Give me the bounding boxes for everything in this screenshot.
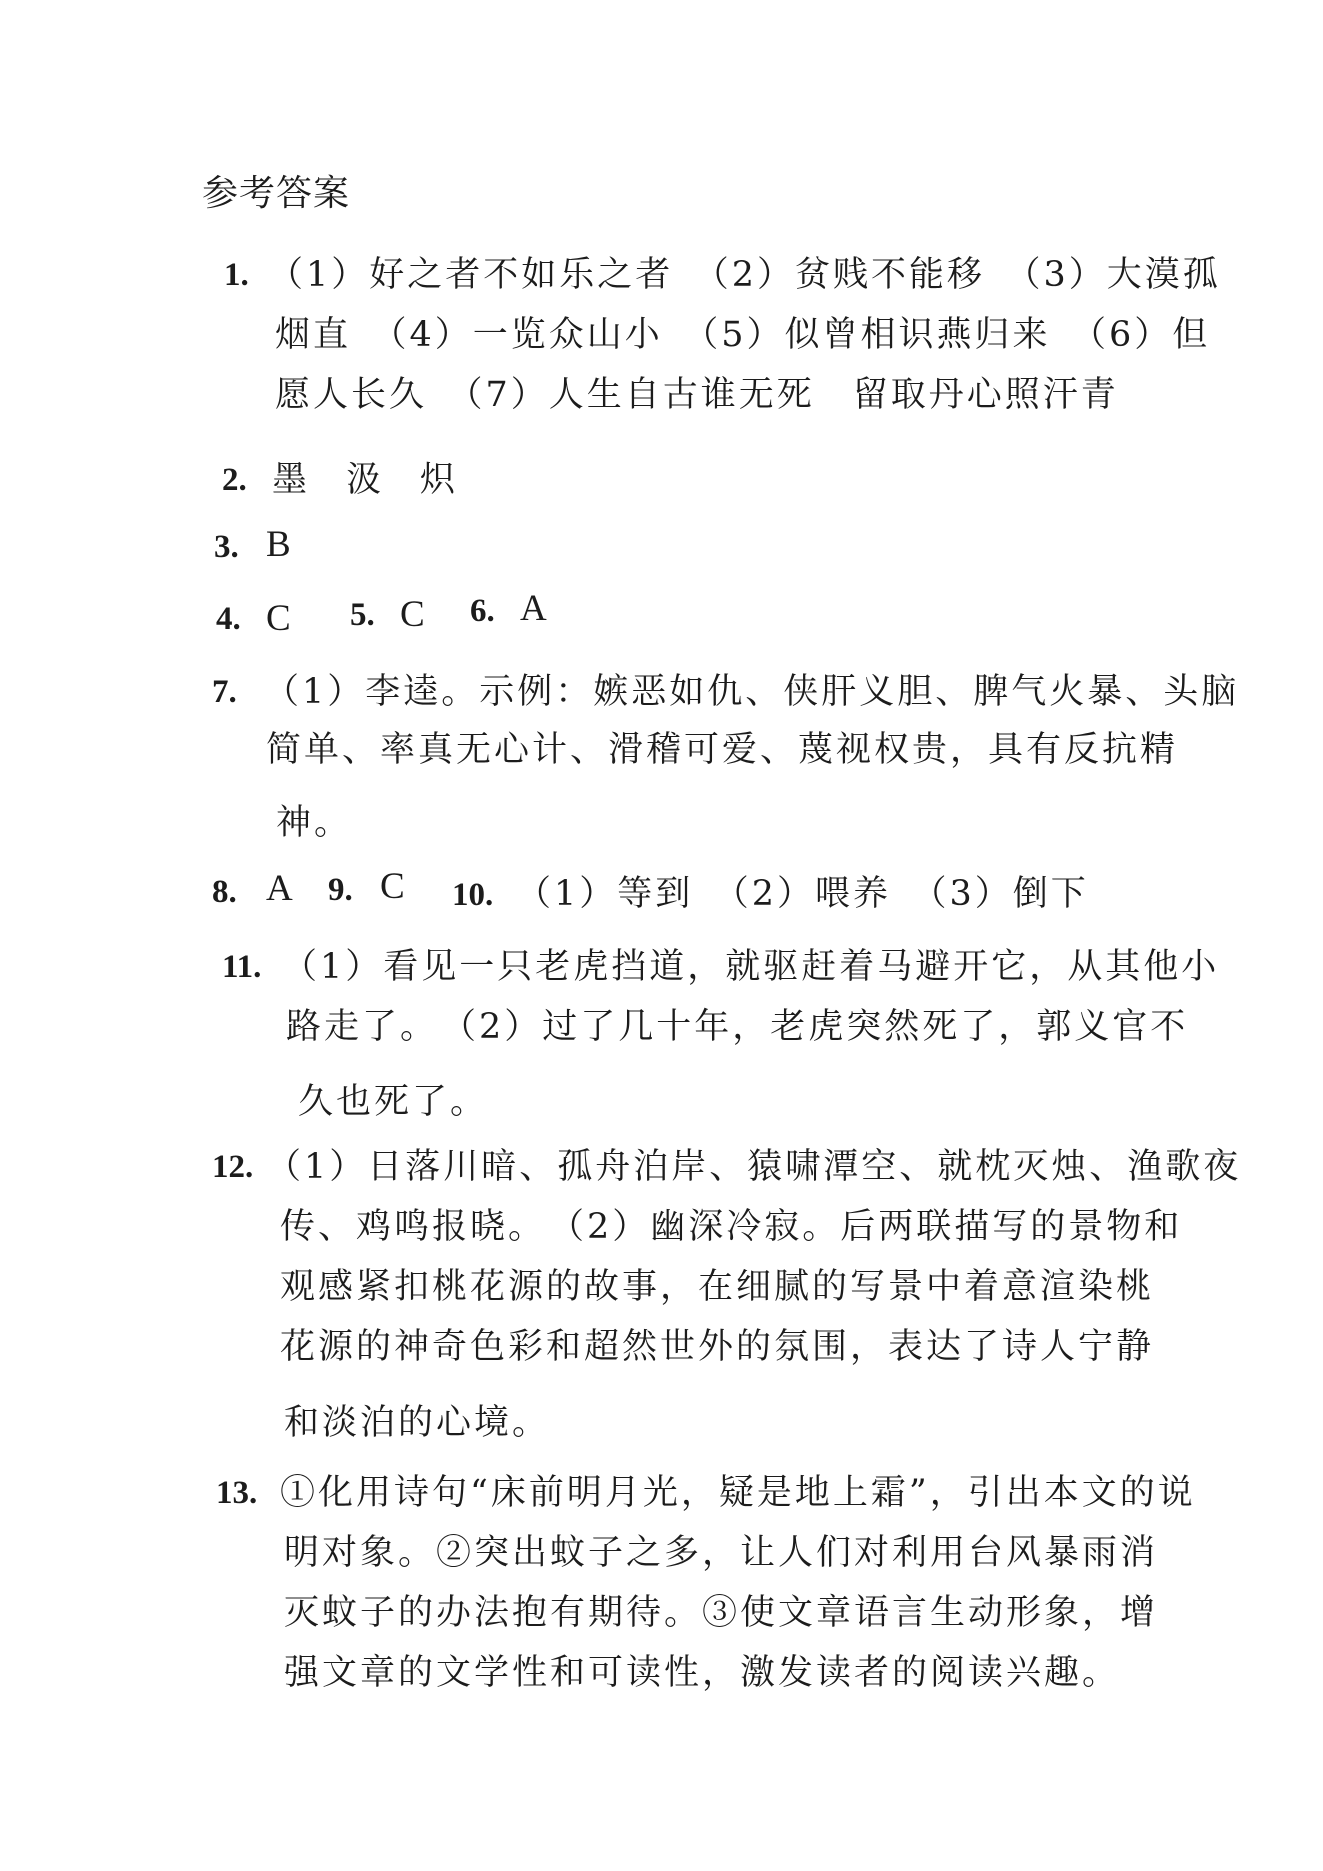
answer-text-line: （1）看见一只老虎挡道，就驱赶着马避开它，从其他小 (282, 947, 1220, 987)
answer-text-line: （1）日落川暗、孤舟泊岸、猿啸潭空、就枕灭烛、渔歌夜 (266, 1147, 1242, 1187)
answer-text-line: 观感紧扣桃花源的故事，在细腻的写景中着意渲染桃 (280, 1267, 1155, 1307)
answer-text-line: 愿人长久 （7）人生自古谁无死 留取丹心照汗青 (275, 375, 1119, 415)
answer-number: 5. (350, 597, 375, 633)
answer-text-line: 路走了。 （2）过了几十年，老虎突然死了，郭义官不 (286, 1007, 1189, 1047)
answer-number: 13. (216, 1475, 258, 1511)
answer-choice: C (266, 598, 291, 639)
answer-text-line: 烟直 （4）一览众山小 （5）似曾相识燕归来 （6）但 (275, 315, 1211, 355)
answer-number: 1. (224, 257, 249, 293)
answer-text-line: ①化用诗句“床前明月光，疑是地上霜”，引出本文的说 (280, 1473, 1196, 1513)
answer-text-line: （1）好之者不如乐之者 （2）贫贱不能移 （3）大漠孤 (268, 255, 1221, 295)
answer-choice: C (380, 866, 405, 907)
answer-number: 4. (216, 601, 241, 637)
answer-text-line: 和淡泊的心境。 (284, 1403, 551, 1443)
answer-number: 11. (222, 949, 262, 985)
answer-text-line: 神。 (276, 803, 353, 843)
answer-number: 2. (222, 462, 247, 498)
answer-choice: A (266, 868, 293, 909)
answer-number: 7. (212, 674, 237, 710)
answer-text-line: 墨 汲 炽 (272, 460, 458, 500)
answer-text-line: （1）李逵。示例：嫉恶如仇、侠肝义胆、脾气火暴、头脑 (264, 672, 1240, 712)
answer-text-line: 传、鸡鸣报晓。 （2）幽深冷寂。后两联描写的景物和 (280, 1207, 1183, 1247)
answer-text-line: 明对象。②突出蚊子之多，让人们对利用台风暴雨消 (284, 1533, 1159, 1573)
answer-text-line: 久也死了。 (298, 1082, 489, 1122)
answer-number: 12. (212, 1149, 254, 1185)
answer-text-line: 强文章的文学性和可读性，激发读者的阅读兴趣。 (284, 1653, 1121, 1693)
answer-number: 8. (212, 874, 237, 910)
answer-text-line: （1）等到 （2）喂养 （3）倒下 (516, 874, 1089, 914)
answer-text-line: 简单、率真无心计、滑稽可爱、蔑视权贵，具有反抗精 (266, 730, 1179, 770)
answer-number: 10. (452, 877, 494, 913)
answer-text-line: 花源的神奇色彩和超然世外的氛围，表达了诗人宁静 (280, 1327, 1155, 1367)
answer-number: 3. (214, 529, 239, 565)
answer-text-line: 灭蚊子的办法抱有期待。③使文章语言生动形象，增 (284, 1593, 1159, 1633)
answer-choice: C (400, 594, 425, 635)
page-title: 参考答案 (202, 173, 351, 214)
answer-choice: A (520, 588, 547, 629)
answer-choice: B (266, 524, 291, 565)
answer-number: 6. (470, 593, 495, 629)
answer-number: 9. (328, 872, 353, 908)
